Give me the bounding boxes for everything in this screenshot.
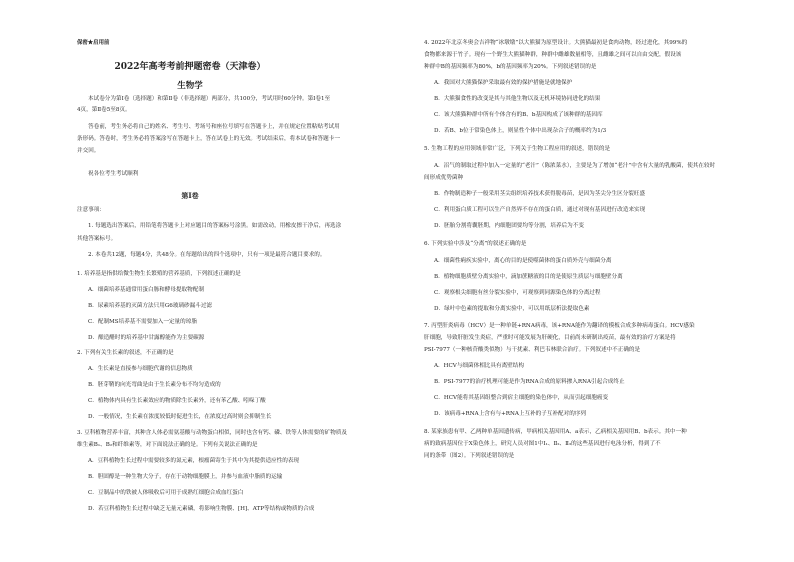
left-column (0, 0, 380, 562)
question-stem: 6. 下列实验中涉及“分离”的叙述正确的是 (424, 241, 527, 247)
intro-line: 祝各位考生考试顺利 (88, 171, 139, 177)
question-option: C．该大熊猫种群中所有个体含有的B、b基因构成了该种群的基因库 (434, 112, 603, 118)
question-option: 间形成优势菌种 (424, 175, 464, 181)
question-stem: 种群中B的基因频率为80%，b的基因频率为20%。下列叙述错误的是 (424, 64, 597, 70)
question-option: D．若豆科植物生长过程中缺乏无量元素磷，将影响生物膜、[H]、ATP等结构或物质的合成 (88, 506, 315, 512)
question-option: B．尿素培养基的灭菌方法只用G6玻璃砂漏斗过滤 (88, 303, 213, 309)
question-option: A．生长素是直接参与细胞代谢的信息物质 (88, 366, 193, 372)
subject-title: 生物学 (177, 81, 203, 91)
intro-line: 本试卷分为第Ⅰ卷（选择题）和第Ⅱ卷（非选择题）两部分，共100分，考试用时60分钟。第Ⅰ卷1至 (88, 96, 331, 102)
question-option: C．观察根尖细胞有丝分裂实验中，可观察到同源染色体的分离过程 (434, 290, 601, 296)
question-stem: 5. 生物工程的应用领域非常广泛，下列关于生物工程应用的叙述，错误的是 (424, 146, 611, 152)
question-stem: 同的条带（图2）。下列叙述错误的是 (424, 453, 515, 459)
question-option: C．植物体内具有生长素效应的物质除生长素外，还有苯乙酸、吲哚丁酸 (88, 398, 266, 404)
confidential-label: 保密★启用前 (77, 40, 110, 46)
question-stem: 2. 下列有关生长素的叙述，不正确的是 (77, 350, 174, 356)
question-stem: 病的致病基因位于X染色体上，研究人员对图1中Ⅰ₁、Ⅱ₂、Ⅱ₃的这些基因进行电泳分析，得到了不 (424, 441, 661, 447)
note-line: 2. 本卷共12题，每题4分，共48分。在每题给出的四个选项中，只有一项是最符合题目要求的。 (88, 252, 326, 258)
question-option: B．植物细胞质壁分离实验中，滴加蔗糖液的目的是使原生质层与细胞壁分离 (434, 274, 623, 280)
right-column (407, 0, 785, 562)
question-option: A．沼气的制取过程中加入一定量的“老汁”（陈浓菜水），主要是为了增加“老汁”中含有大量的乳酸菌，使其在较时 (434, 163, 716, 169)
question-stem: 肝细胞，导致肝脏发生炎症，严重时可能发展为肝硬化，目前尚未研制出疫苗，最有效的治疗方案是将 (424, 335, 676, 341)
notes-title: 注意事项： (77, 207, 105, 213)
question-stem: 7. 丙型肝炎病毒（HCV）是一种单链+RNA病毒，该+RNA能作为翻译的模板合成多种病毒蛋白。HCV感染 (424, 323, 695, 329)
question-option: B．胆固醇是一种生物大分子，存在于动物细胞膜上，并参与血液中脂质的运输 (88, 474, 283, 480)
question-option: C．豆制品中的铁被人体吸收后可用于成熟红细胞合成血红蛋白 (88, 490, 244, 496)
question-option: D．绿叶中色素的提取和分离实验中，可以用纸层析法提取色素 (434, 306, 590, 312)
question-option: A．我国对大熊猫保护采取最有效的保护措施是就地保护 (434, 80, 573, 86)
question-stem: PSI-7977（一种核苷酸类似物）与干扰素、利巴韦林联合治疗。下列叙述中不正确的是 (424, 347, 641, 353)
question-stem: 1. 培养基是指供给微生物生长繁殖的营养基质，下列叙述正确的是 (77, 271, 241, 277)
question-option: D．酿造醋时的培养基中甘露醇能作为主要碳源 (88, 335, 205, 341)
intro-line: 4页，第Ⅱ卷5至8页。 (77, 107, 131, 113)
question-option: B．PSI-7977的治疗机理可能是作为RNA合成的原料掺入RNA引起合成终止 (434, 379, 625, 385)
intro-line: 并交回。 (77, 148, 100, 154)
question-option: D．胚胎分割将囊胚期，内细胞团要均等分割，培养后为不变 (434, 223, 584, 229)
note-line: 其他答案标号。 (77, 236, 117, 242)
question-option: B．胚芽鞘的向光弯曲是由于生长素分布不均匀造成的 (88, 382, 221, 388)
question-option: A．细菌培养基通常用蛋白胨和酵母提取物配制 (88, 287, 204, 293)
question-stem: 8. 某家族患有甲、乙两种单基因遗传病，甲病相关基因用A、a表示，乙病相关基因用B、b表示。其中一种 (424, 429, 687, 435)
section-title: 第Ⅰ卷 (181, 191, 199, 200)
exam-title: 2022年高考考前押题密卷（天津卷） (114, 62, 266, 72)
intro-line: 条形码。答卷时，考生务必将答案涂写在答题卡上，答在试卷上的无效。考试结束后，将本试卷和答题卡一 (77, 136, 340, 142)
question-option: B．作物制造种子一般采用茎尖组织培养技术获得脱毒苗，是因为茎尖分生区分裂旺盛 (434, 191, 646, 197)
question-option: A．HCV与细菌体相比具有离壁结构 (434, 363, 524, 369)
question-option: A．细菌性痢疾实验中，离心的目的是使噬菌体的蛋白质外壳与细菌分离 (434, 258, 612, 264)
question-stem: 食物都来源于竹子。现有一个野生大熊猫种群，种群中雌雄数量相等，且雌雄之间可以自由交配，假设该 (424, 52, 682, 58)
note-line: 1. 每题选出答案后，用铅笔将答题卡上对应题目的答案标号涂黑。如需改动，用橡皮擦干净后，再选涂 (88, 223, 342, 229)
question-option: A．豆科植物生长过程中需要较多的氮元素，根瘤菌寄生于其中为其提供适应性的表现 (88, 458, 300, 464)
question-option: C．HCV能将其基因组整合到宿主细胞的染色体中，从而引起细胞癌变 (434, 395, 609, 401)
question-option: B．大熊猫食性的改变是其与其他生物以及无机环境协同进化的结果 (434, 96, 601, 102)
question-stem: 3. 豆科植物营养丰富，其种含人体必需氨基酸与动物蛋白相似，同时也含有钙、磷、铁等人体需要的矿物质及 (77, 430, 348, 436)
question-option: D．该病毒+RNA上含有与+RNA上互补的子互补配对的序列 (434, 411, 587, 417)
question-option: C．利用蛋白质工程可以生产自然界不存在的蛋白质，通过对现有基因进行改造来实现 (434, 207, 646, 213)
question-option: D．若B、b位于常染色体上，则显性个体中出现杂合子的概率约为1/3 (434, 128, 607, 134)
question-stem: 4. 2022年北京冬奥会吉祥物“冰墩墩”以大熊猫为原型设计。大熊猫最初是食肉动物，经过进化，其99%的 (424, 40, 688, 46)
question-stem: 维生素B₁、B₂和纤维素等，对下面说法正确的是。下列有关说法正确的是 (77, 442, 258, 448)
intro-line: 答卷前，考生务必将自己的姓名、考生号、考场号和座位号填写在答题卡上，并在规定位置粘贴考试用 (88, 124, 340, 130)
question-option: C．配制MS培养基不需要加入一定量的琼脂 (88, 319, 197, 325)
question-option: D．一般情况，生长素在浓度较低时促进生长，在浓度过高时则会抑制生长 (88, 414, 272, 420)
